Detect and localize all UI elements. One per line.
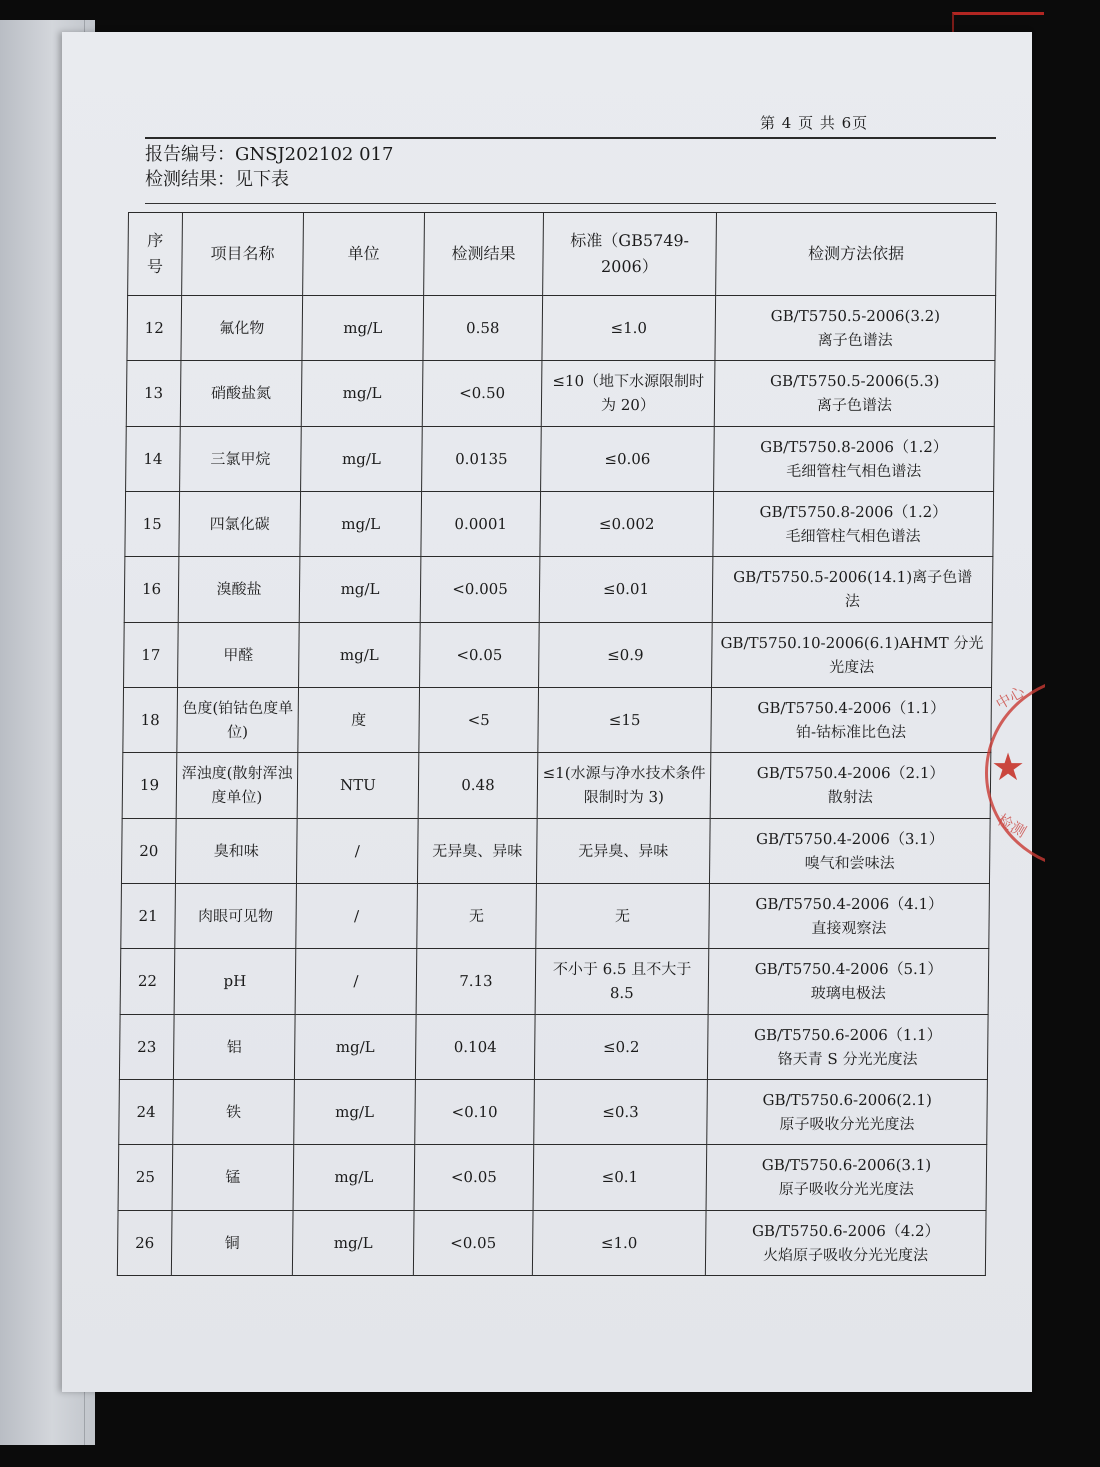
row-standard: ≤15 xyxy=(538,687,712,752)
method-line: GB/T5750.4-2006（5.1） xyxy=(754,960,943,979)
method-line: 铂-钴标准比色法 xyxy=(795,723,907,742)
method-line: 光度法 xyxy=(829,657,875,676)
row-result: 无异臭、异味 xyxy=(417,818,537,883)
page-number: 第 4 页 共 6页 xyxy=(760,114,869,132)
method-line: 原子吸收分光光度法 xyxy=(778,1180,914,1199)
row-serial: 17 xyxy=(124,622,179,687)
row-method xyxy=(714,426,995,491)
row-standard: ≤1.0 xyxy=(532,1210,706,1275)
row-result: 无 xyxy=(417,883,537,948)
row-standard: ≤0.002 xyxy=(540,491,714,556)
row-serial: 21 xyxy=(121,883,176,948)
row-method xyxy=(705,1210,986,1275)
row-item: pH xyxy=(174,949,296,1014)
row-standard: ≤1(水源与净水技术条件限制时为 3) xyxy=(537,753,711,818)
table-row xyxy=(126,361,995,426)
row-item: 浑浊度(散射浑浊度单位) xyxy=(176,753,298,818)
method-line: 毛细管柱气相色谱法 xyxy=(785,527,921,546)
table-row xyxy=(121,883,990,948)
method-line: GB/T5750.6-2006(2.1) xyxy=(762,1091,932,1110)
table-row xyxy=(126,426,995,491)
row-method xyxy=(712,622,993,687)
header-rule xyxy=(145,137,996,139)
table-row xyxy=(124,557,993,622)
table-row xyxy=(122,753,991,818)
row-unit: / xyxy=(295,949,417,1014)
row-item: 氟化物 xyxy=(181,296,303,361)
method-line: 嗅气和尝味法 xyxy=(804,853,895,872)
method-line: 火焰原子吸收分光光度法 xyxy=(762,1245,929,1264)
row-unit: mg/L xyxy=(301,426,423,491)
row-standard: ≤0.1 xyxy=(533,1145,707,1210)
row-serial: 25 xyxy=(118,1145,173,1210)
method-line: 法 xyxy=(844,592,861,611)
row-unit: / xyxy=(296,818,418,883)
row-item: 臭和味 xyxy=(175,818,297,883)
method-line: GB/T5750.8-2006（1.2） xyxy=(760,437,948,456)
row-serial: 19 xyxy=(122,753,177,818)
row-serial: 14 xyxy=(126,426,181,491)
column-header-result: 检测结果 xyxy=(424,213,544,296)
table-row xyxy=(117,1210,986,1275)
row-item: 肉眼可见物 xyxy=(175,883,297,948)
row-method xyxy=(707,1079,988,1144)
row-unit: / xyxy=(296,883,418,948)
method-line: 离子色谱法 xyxy=(816,396,893,415)
table-row xyxy=(120,949,989,1014)
row-serial: 24 xyxy=(119,1079,174,1144)
row-item: 锰 xyxy=(172,1145,294,1210)
row-item: 甲醛 xyxy=(178,622,300,687)
row-standard: ≤0.01 xyxy=(539,557,713,622)
table-row xyxy=(123,687,992,752)
method-line: GB/T5750.5-2006(3.2) xyxy=(770,307,941,326)
row-result: <5 xyxy=(419,687,539,752)
method-line: GB/T5750.4-2006（3.1） xyxy=(756,829,944,848)
row-unit: mg/L xyxy=(299,557,421,622)
row-item: 四氯化碳 xyxy=(179,491,301,556)
table-row xyxy=(121,818,990,883)
column-header-serial: 序号 xyxy=(128,213,183,296)
row-method xyxy=(709,883,990,948)
red-seal-stamp: 中心 ★ 检测 xyxy=(985,675,1045,865)
column-header-method: 检测方法依据 xyxy=(716,213,997,296)
method-line: GB/T5750.4-2006（4.1） xyxy=(755,895,944,914)
row-item: 硝酸盐氮 xyxy=(180,361,302,426)
row-method xyxy=(711,687,992,752)
row-result: 0.0135 xyxy=(422,426,542,491)
row-unit: mg/L xyxy=(301,361,423,426)
row-item: 铜 xyxy=(171,1210,293,1275)
report-number: 报告编号：GNSJ202102 017 xyxy=(145,144,394,165)
result-note: 检测结果：见下表 xyxy=(145,169,289,190)
row-unit: mg/L xyxy=(299,622,421,687)
row-standard: ≤0.3 xyxy=(534,1079,708,1144)
row-serial: 26 xyxy=(117,1210,172,1275)
row-result: <0.005 xyxy=(420,557,540,622)
method-line: GB/T5750.4-2006（2.1） xyxy=(756,764,945,783)
row-method xyxy=(707,1014,988,1079)
row-unit: mg/L xyxy=(292,1210,414,1275)
table-row xyxy=(119,1014,988,1079)
method-line: 直接观察法 xyxy=(811,919,887,938)
row-standard: 不小于 6.5 且不大于 8.5 xyxy=(535,949,709,1014)
row-standard: ≤10（地下水源限制时为 20） xyxy=(541,361,715,426)
row-result: 0.58 xyxy=(423,296,543,361)
results-table xyxy=(117,212,997,1276)
row-standard: ≤0.06 xyxy=(541,426,715,491)
row-serial: 20 xyxy=(121,818,176,883)
column-header-unit: 单位 xyxy=(303,213,425,296)
row-unit: NTU xyxy=(297,753,419,818)
row-unit: mg/L xyxy=(293,1145,415,1210)
row-standard: 无 xyxy=(536,883,710,948)
row-item: 色度(铂钴色度单位) xyxy=(177,687,299,752)
table-row xyxy=(127,296,996,361)
table-row xyxy=(125,491,994,556)
method-line: 散射法 xyxy=(827,788,873,807)
row-item: 三氯甲烷 xyxy=(180,426,302,491)
row-serial: 18 xyxy=(123,687,178,752)
row-method xyxy=(715,296,996,361)
row-result: 0.0001 xyxy=(421,491,541,556)
row-serial: 12 xyxy=(127,296,182,361)
row-serial: 23 xyxy=(119,1014,174,1079)
row-result: <0.50 xyxy=(422,361,542,426)
row-serial: 16 xyxy=(124,557,179,622)
method-line: GB/T5750.10-2006(6.1)AHMT 分光 xyxy=(720,633,984,652)
row-item: 溴酸盐 xyxy=(178,557,300,622)
row-method xyxy=(708,949,989,1014)
row-serial: 22 xyxy=(120,949,175,1014)
row-serial: 13 xyxy=(126,361,181,426)
method-line: GB/T5750.6-2006(3.1) xyxy=(761,1156,932,1175)
method-line: GB/T5750.5-2006(14.1)离子色谱 xyxy=(733,568,973,587)
column-header-standard: 标准（GB5749-2006） xyxy=(543,213,717,296)
row-method xyxy=(712,557,993,622)
method-line: 铬天青 S 分光光度法 xyxy=(777,1049,918,1068)
row-unit: mg/L xyxy=(294,1079,416,1144)
row-result: 0.48 xyxy=(418,753,538,818)
method-line: 毛细管柱气相色谱法 xyxy=(786,461,922,480)
row-standard: ≤1.0 xyxy=(542,296,716,361)
row-unit: mg/L xyxy=(302,296,424,361)
row-result: 0.104 xyxy=(415,1014,535,1079)
row-result: <0.05 xyxy=(420,622,540,687)
row-unit: mg/L xyxy=(300,491,422,556)
method-line: GB/T5750.6-2006（4.2） xyxy=(751,1221,940,1240)
table-row xyxy=(118,1145,987,1210)
table-row xyxy=(124,622,993,687)
row-method xyxy=(709,818,990,883)
table-row xyxy=(119,1079,988,1144)
method-line: GB/T5750.6-2006（1.1） xyxy=(753,1025,942,1044)
row-method xyxy=(713,491,994,556)
row-method xyxy=(714,361,995,426)
row-result: <0.10 xyxy=(415,1079,535,1144)
row-item: 铝 xyxy=(173,1014,295,1079)
row-unit: 度 xyxy=(298,687,420,752)
row-method xyxy=(706,1145,987,1210)
row-item: 铁 xyxy=(173,1079,295,1144)
row-standard: 无异臭、异味 xyxy=(536,818,710,883)
row-result: 7.13 xyxy=(416,949,536,1014)
method-line: 离子色谱法 xyxy=(817,331,893,350)
row-unit: mg/L xyxy=(294,1014,416,1079)
method-line: 玻璃电极法 xyxy=(810,984,886,1003)
method-line: GB/T5750.8-2006（1.2） xyxy=(759,503,948,522)
method-line: GB/T5750.4-2006（1.1） xyxy=(757,699,946,718)
table-header-row xyxy=(128,213,997,296)
subheader-rule xyxy=(145,203,996,204)
row-standard: ≤0.2 xyxy=(534,1014,708,1079)
method-line: 原子吸收分光光度法 xyxy=(779,1115,915,1134)
row-standard: ≤0.9 xyxy=(539,622,713,687)
row-result: <0.05 xyxy=(413,1210,533,1275)
row-serial: 15 xyxy=(125,491,180,556)
method-line: GB/T5750.5-2006(5.3) xyxy=(769,372,940,391)
row-result: <0.05 xyxy=(414,1145,534,1210)
column-header-item: 项目名称 xyxy=(182,213,304,296)
row-method xyxy=(710,753,991,818)
